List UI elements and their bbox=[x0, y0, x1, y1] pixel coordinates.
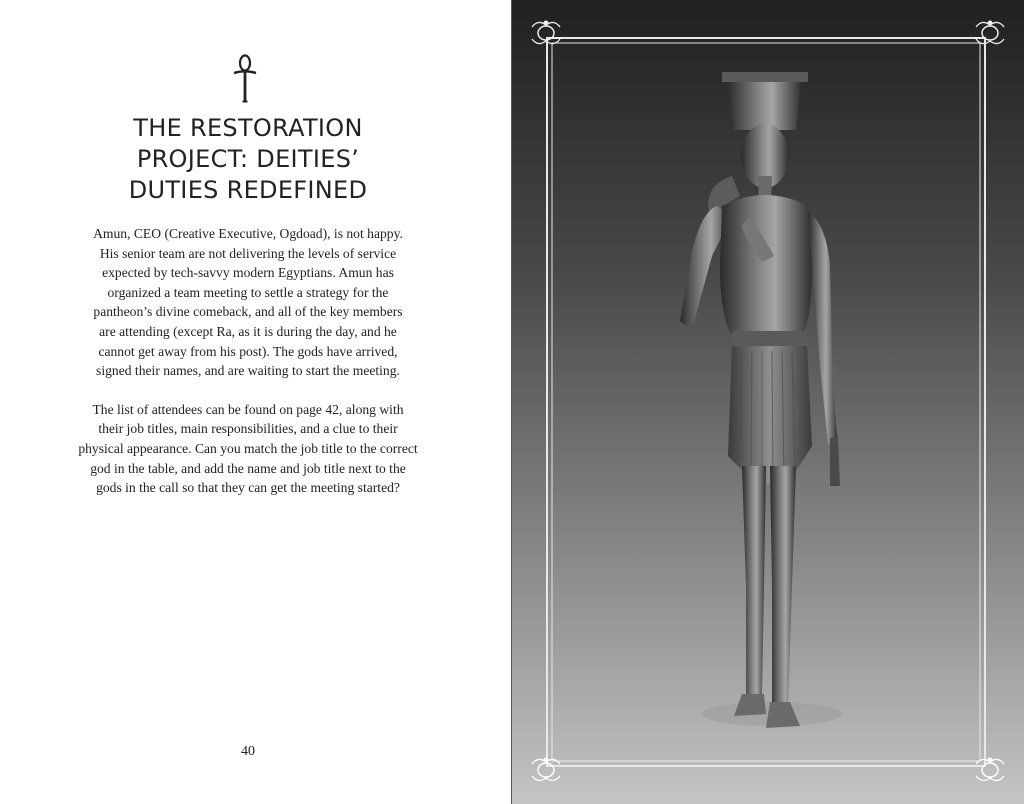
amun-statue-image bbox=[662, 66, 872, 746]
ankh-icon bbox=[232, 54, 258, 104]
text-line: signed their names, and are waiting to start the meeting. bbox=[96, 363, 400, 379]
paragraph-instructions bbox=[60, 400, 436, 498]
text-line: His senior team are not delivering the levels of service bbox=[99, 245, 397, 261]
text-line: expected by tech-savvy modern Egyptians. Amun has bbox=[102, 265, 394, 281]
text-line: pantheon’s divine comeback, and all of the key members bbox=[93, 304, 403, 320]
title-line: THE RESTORATION bbox=[133, 114, 363, 142]
text-line: god in the table, and add the name and job title next to the bbox=[90, 460, 406, 476]
text-line: physical appearance. Can you match the job title to the correct bbox=[78, 440, 418, 456]
scarab-corner-icon bbox=[976, 21, 1004, 44]
title-line: DUTIES REDEFINED bbox=[128, 176, 368, 204]
text-line: The list of attendees can be found on page 42, along with bbox=[92, 401, 404, 417]
body-text bbox=[60, 224, 436, 498]
text-line: Amun, CEO (Creative Executive, Ogdoad), is not happy. bbox=[93, 226, 403, 241]
text-line: are attending (except Ra, as it is during the day, and he bbox=[99, 323, 397, 339]
right-page bbox=[512, 0, 1024, 804]
paragraph-intro bbox=[60, 224, 436, 381]
title-line: PROJECT: DEITIES’ bbox=[136, 145, 360, 173]
scarab-corner-icon bbox=[532, 21, 560, 44]
scarab-corner-icon bbox=[976, 758, 1004, 781]
page-title bbox=[60, 113, 436, 206]
text-line: their job titles, main responsibilities, and a clue to their bbox=[98, 421, 398, 437]
page-number: 40 bbox=[241, 744, 255, 759]
text-line: organized a team meeting to settle a strategy for the bbox=[107, 284, 389, 300]
scarab-corner-icon bbox=[532, 758, 560, 781]
text-line: gods in the call so that they can get the meeting started? bbox=[96, 480, 400, 496]
text-line: cannot get away from his post). The gods have arrived, bbox=[98, 343, 398, 359]
